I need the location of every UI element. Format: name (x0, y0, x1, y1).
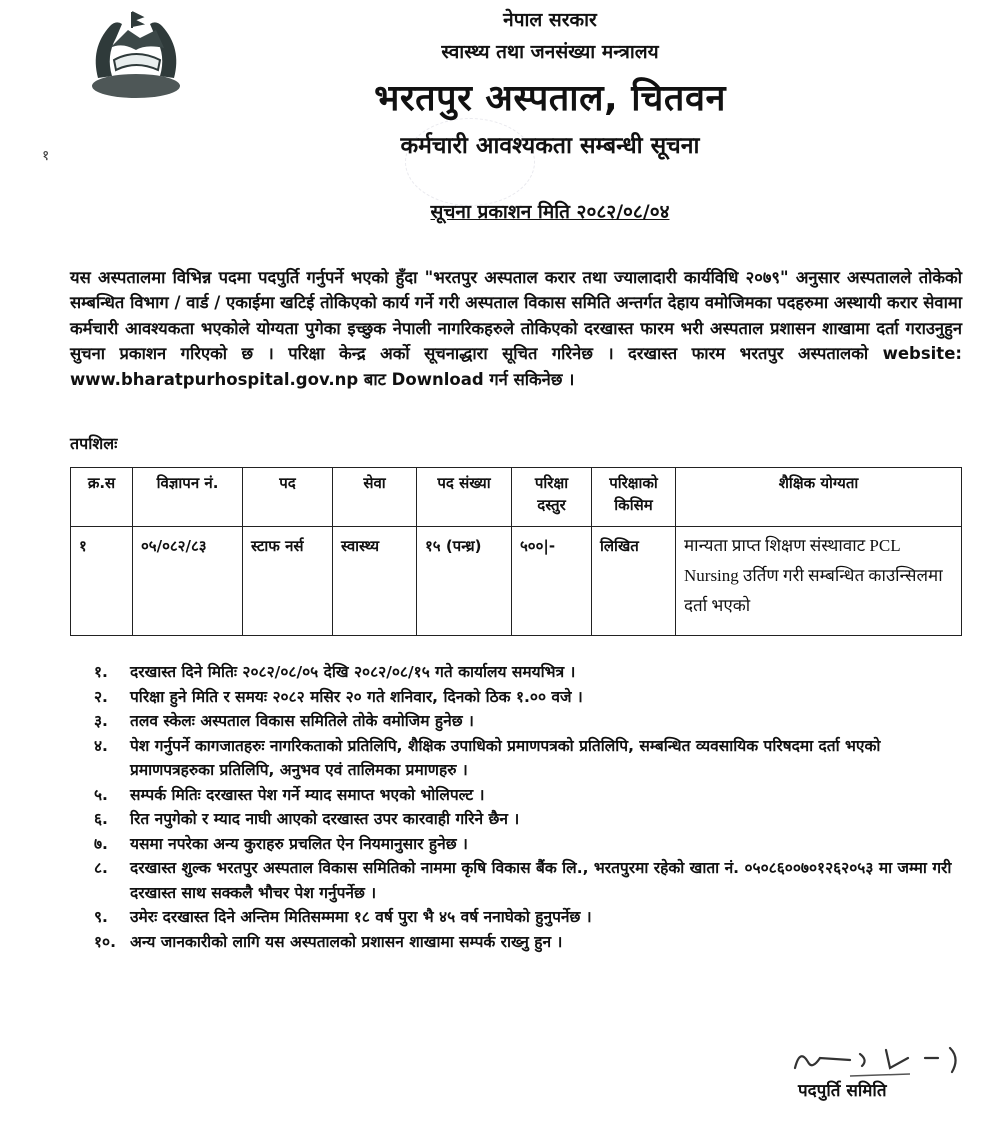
item-number: १०. (94, 932, 117, 951)
cell-post: स्टाफ नर्स (243, 527, 333, 636)
item-text: सम्पर्क मितिः दरखास्त पेश गर्ने म्याद समाप्त भएको भोलिपल्ट । (130, 785, 485, 804)
stamp-icon (405, 118, 535, 206)
cell-ad-no: ०५/०८२/८३ (133, 527, 243, 636)
item-text: तलव स्केलः अस्पताल विकास समितिले तोके वमोजिम हुनेछ । (130, 712, 474, 730)
cell-sn: १ (71, 527, 133, 636)
item-number: ४. (94, 736, 108, 755)
item-number: २. (94, 687, 108, 706)
publish-date: सूचना प्रकाशन मिति २०८२/०८/०४ (430, 201, 670, 223)
notice-title: कर्मचारी आवश्यकता सम्बन्धी सूचना (400, 133, 700, 159)
item-text: अन्य जानकारीको लागि यस अस्पतालको प्रशासन शाखामा सम्पर्क राख्नु हुन । (130, 932, 563, 951)
list-item (94, 832, 964, 857)
list-item (94, 905, 964, 930)
col-fee: परिक्षा दस्तुर (512, 468, 592, 527)
item-number: ९. (94, 908, 108, 926)
cell-count: १५ (पन्ध्र) (417, 527, 512, 636)
ministry-name: स्वास्थ्य तथा जनसंख्या मन्त्रालय (441, 41, 659, 63)
conditions-list (94, 660, 964, 954)
table-row (71, 527, 962, 636)
col-sn: क्र.स (71, 468, 133, 527)
item-number: ६. (94, 810, 108, 828)
list-item (94, 930, 964, 955)
item-number: ८. (94, 859, 108, 877)
item-text: यसमा नपरेका अन्य कुराहरु प्रचलित ऐन नियमानुसार हुनेछ । (130, 834, 468, 853)
item-text: दरखास्त दिने मितिः २०८२/०८/०५ देखि २०८२/०८/१५ गते कार्यालय समयभित्र । (130, 663, 576, 681)
col-post: पद (243, 468, 333, 527)
col-exam-type: परिक्षाको किसिम (592, 468, 676, 527)
cell-exam-type: लिखित (592, 527, 676, 636)
item-text: पेश गर्नुपर्ने कागजातहरुः नागरिकताको प्रतिलिपि, शैक्षिक उपाधिको प्रमाणपत्रको प्रतिलिपि, सम्बन्धित व्यवसायिक परिषदमा दर्ता भएको प्रमाणपत्रहरुका प्रतिलिपि, अनुभव एवं तालिमका प्रमाणहरु । (130, 736, 881, 779)
table-label: तपशिलः (70, 434, 118, 453)
list-item (94, 660, 964, 685)
cell-fee: ५००|- (512, 527, 592, 636)
cell-qualification: मान्यता प्राप्त शिक्षण संस्थावाट PCL Nursing उर्तिण गरी सम्बन्धित काउन्सिलमा दर्ता भएको (676, 527, 962, 636)
col-service: सेवा (333, 468, 417, 527)
list-item (94, 807, 964, 832)
nepal-emblem-icon (76, 8, 196, 108)
item-text: परिक्षा हुने मिति र समयः २०८२ मसिर २० गते शनिवार, दिनको ठिक १.०० वजे । (130, 687, 583, 706)
item-text: उमेरः दरखास्त दिने अन्तिम मितिसम्ममा १८ वर्ष पुरा भै ४५ वर्ष ननाघेको हुनुपर्नेछ । (130, 908, 592, 926)
col-count: पद संख्या (417, 468, 512, 527)
list-item (94, 856, 964, 905)
government-name: नेपाल सरकार (503, 9, 597, 31)
item-number: ५. (94, 785, 108, 804)
stray-mark: १ (42, 148, 50, 164)
list-item (94, 685, 964, 710)
item-number: १. (94, 663, 108, 681)
item-text: दरखास्त शुल्क भरतपुर अस्पताल विकास समितिको नाममा कृषि विकास बैंक लि., भरतपुरमा रहेको खाता नं. ०५०८६००७०१२६२०५३ मा जम्मा गरी दरखास्त साथ सक्कलै भौचर पेश गर्नुपर्नेछ । (130, 859, 952, 902)
item-text: रित नपुगेको र म्याद नाघी आएको दरखास्त उपर कारवाही गरिने छैन । (130, 810, 520, 828)
item-number: ७. (94, 834, 108, 853)
list-item (94, 783, 964, 808)
signature-icon (790, 1040, 970, 1080)
col-qualification: शैक्षिक योग्यता (676, 468, 962, 527)
intro-paragraph: यस अस्पतालमा विभिन्न पदमा पदपुर्ति गर्नुपर्ने भएको हुँदा "भरतपुर अस्पताल करार तथा ज्यालादारी कार्यविधि २०७९" अनुसार अस्पतालले तोकेको सम्बन्धित विभाग / वार्ड / एकाईमा खटिई तोकिएको कार्य गर्ने गरी अस्पताल विकास समिति अन्तर्गत देहाय वमोजिमका पदहरुमा अस्थायी करार सेवामा कर्मचारी आवश्यकता भएकोले योग्यता पुगेका इच्छुक नेपाली नागरिकहरुले तोकिएको दरखास्त फारम भरी अस्पताल प्रशासन शाखामा दर्ता गराउनुहुन सुचना प्रकाशन गरिएको छ । परिक्षा केन्द्र अर्को सूचनाद्धारा सूचित गरिनेछ । दरखास्त फारम भरतपुर अस्पतालको website: www.bharatpurhospital.gov.np बाट Download गर्न सकिनेछ । (70, 267, 962, 389)
list-item (94, 709, 964, 734)
item-number: ३. (94, 712, 108, 730)
signatory-label: पदपुर्ति समिति (798, 1081, 887, 1101)
cell-service: स्वास्थ्य (333, 527, 417, 636)
vacancy-table (70, 467, 962, 636)
list-item (94, 734, 964, 783)
hospital-name: भरतपुर अस्पताल, चितवन (374, 78, 726, 119)
col-ad-no: विज्ञापन नं. (133, 468, 243, 527)
table-header-row (71, 468, 962, 527)
